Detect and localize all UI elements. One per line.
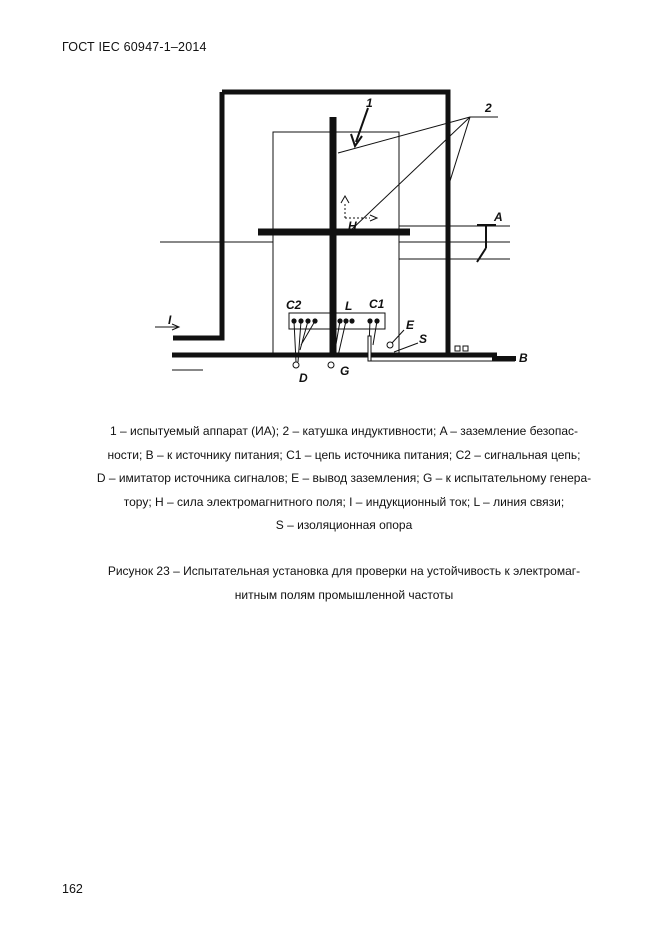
label-b: B (519, 351, 528, 365)
terminal-g (328, 362, 334, 368)
h-field-horizontal-head (370, 215, 377, 221)
label-e: E (406, 318, 415, 332)
figure-legend (64, 420, 624, 538)
legend-line: 1 – испытуемый аппарат (ИА); 2 – катушка индуктивности; A – заземление безопас- (109, 424, 579, 438)
label-g: G (340, 364, 350, 378)
terminal-d (293, 362, 299, 368)
label-i: I (168, 313, 172, 327)
support-block-1 (455, 346, 460, 351)
legend-line: S – изоляционная опора (275, 518, 413, 532)
earth-tail (477, 248, 486, 262)
caption-line: нитным полям промышленной частоты (234, 587, 454, 602)
label-s: S (419, 332, 428, 346)
page-header: ГОСТ IEC 60947-1–2014 (62, 40, 207, 54)
h-field-vertical-head (341, 196, 349, 203)
legend-line: D – имитатор источника сигналов; E – вывод заземления; G – к испытательному генера- (96, 471, 592, 485)
label-a: A (494, 210, 503, 224)
label-1: 1 (366, 96, 373, 110)
label-l: L (345, 299, 353, 313)
coil-left-leg (173, 92, 222, 338)
caption-line: Рисунок 23 – Испытательная установка для проверки на устойчивость к электромаг- (107, 564, 581, 578)
legend-line: ности; B – к источнику питания; C1 – цепь источника питания; C2 – сигнальная цепь; (107, 447, 581, 462)
label-d: D (299, 371, 308, 385)
supply-connector (492, 356, 516, 361)
page-number: 162 (62, 882, 83, 896)
leader-s (394, 343, 418, 352)
label-c1: C1 (369, 297, 385, 311)
label-c2: C2 (286, 298, 302, 312)
leader-e (392, 330, 404, 343)
legend-line: тору; H – сила электромагнитного поля; I – индукционный ток; L – линия связи; (123, 494, 565, 509)
label-2: 2 (485, 101, 492, 115)
insulating-support (368, 336, 371, 361)
label-h: H (348, 219, 357, 233)
support-block-2 (463, 346, 468, 351)
test-setup-figure (0, 0, 661, 400)
figure-caption (64, 560, 624, 607)
